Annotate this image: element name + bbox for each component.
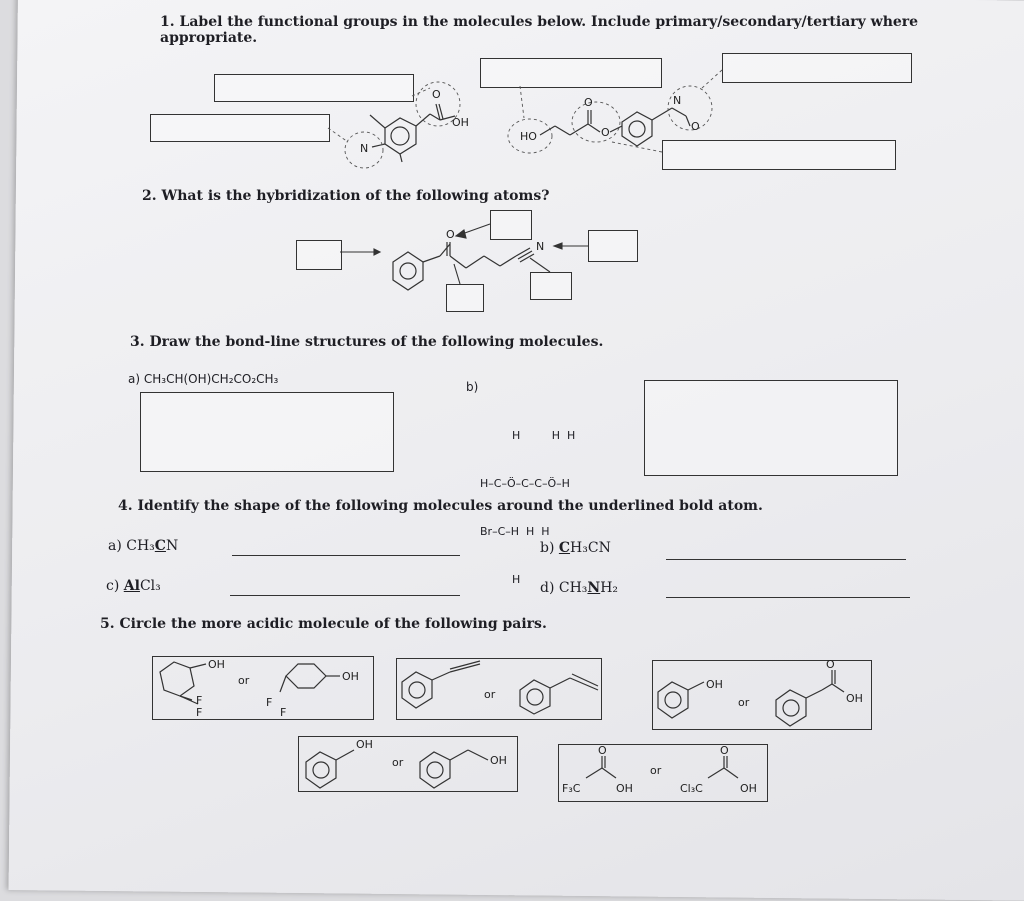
q4d-rest: H₂ [600, 580, 619, 596]
q1-atom-n2: N [673, 94, 682, 107]
q1-number: 1. [160, 14, 175, 30]
q4a-bold-atom: C [154, 538, 166, 554]
q5-p1-f1: F [196, 694, 203, 707]
q1-atom-o4: O [691, 120, 700, 133]
q5-p5-oh-left: OH [616, 782, 633, 795]
q5-p5-oh-right: OH [740, 782, 757, 795]
q3-number: 3. [130, 334, 145, 350]
q1-atom-n: N [360, 142, 369, 155]
q4c-bold-atom: Al [123, 578, 140, 594]
q3a-label: a) CH₃CH(OH)CH₂CO₂CH₃ [128, 372, 279, 386]
q4a-label: a) CH₃ [108, 538, 155, 554]
q4c-label: c) [106, 578, 124, 594]
q5-p1-oh-right: OH [342, 670, 359, 683]
q1-text-line2: appropriate. [160, 30, 258, 46]
q4c-rest: Cl₃ [139, 578, 161, 594]
q5-p1-f2: F [196, 706, 203, 719]
q5-p3-oh-left: OH [706, 678, 723, 691]
q4b-rest: H₃CN [570, 540, 611, 556]
q5-p3-or: or [738, 696, 750, 709]
q2-atom-n: N [536, 240, 545, 253]
q3-text: Draw the bond-line structures of the following molecules. [149, 334, 604, 350]
q5-p2-or: or [484, 688, 496, 701]
q2-text: What is the hybridization of the following atoms? [161, 188, 550, 204]
q1-atom-o3: O [601, 126, 610, 139]
q2-number: 2. [142, 188, 157, 204]
q5-p5-or: or [650, 764, 662, 777]
q5-p1-f4: F [280, 706, 287, 719]
q5-p1-oh-left: OH [208, 658, 225, 671]
q5-p4-or: or [392, 756, 404, 769]
q5-text: Circle the more acidic molecule of the following pairs. [119, 616, 547, 632]
q1-text-line1: Label the functional groups in the molecules below. Include primary/secondary/tertiary where [179, 14, 919, 30]
q5-p1-f3: F [266, 696, 273, 709]
q4d-bold-atom: N [587, 580, 601, 596]
q5-p5-cl3c: Cl₃C [680, 782, 703, 795]
q4b-bold-atom: C [558, 540, 571, 556]
q5-p5-o-left: O [598, 744, 607, 757]
q4-text: Identify the shape of the following molecules around the underlined bold atom. [137, 498, 763, 514]
q1-atom-oh: OH [452, 116, 469, 129]
q2-atom-o: O [446, 228, 455, 241]
q5-p4-oh-left: OH [356, 738, 373, 751]
q4a-rest: N [165, 538, 179, 554]
q1-atom-ho: HO [520, 130, 537, 143]
q3b-lewis-row4: H [512, 573, 521, 586]
q4-number: 4. [118, 498, 133, 514]
q4b-label: b) [540, 540, 559, 556]
q4d-label: d) CH₃ [540, 580, 588, 596]
q3b-lewis-row1: H H H [512, 429, 576, 442]
q5-p5-o-right: O [720, 744, 729, 757]
q3b-lewis-row2: H–C–Ö–C–C–Ö–H [480, 477, 570, 490]
q5-p3-o: O [826, 658, 835, 671]
q1-atom-o: O [432, 88, 441, 101]
q5-number: 5. [100, 616, 115, 632]
q5-p5-f3c: F₃C [562, 782, 581, 795]
q1-atom-o2: O [584, 96, 593, 109]
q5-p4-oh-right: OH [490, 754, 507, 767]
q5-p3-oh-right: OH [846, 692, 863, 705]
q3b-label: b) [466, 380, 479, 394]
q3b-lewis-row3: Br–C–H H H [480, 525, 550, 538]
q5-p1-or: or [238, 674, 250, 687]
